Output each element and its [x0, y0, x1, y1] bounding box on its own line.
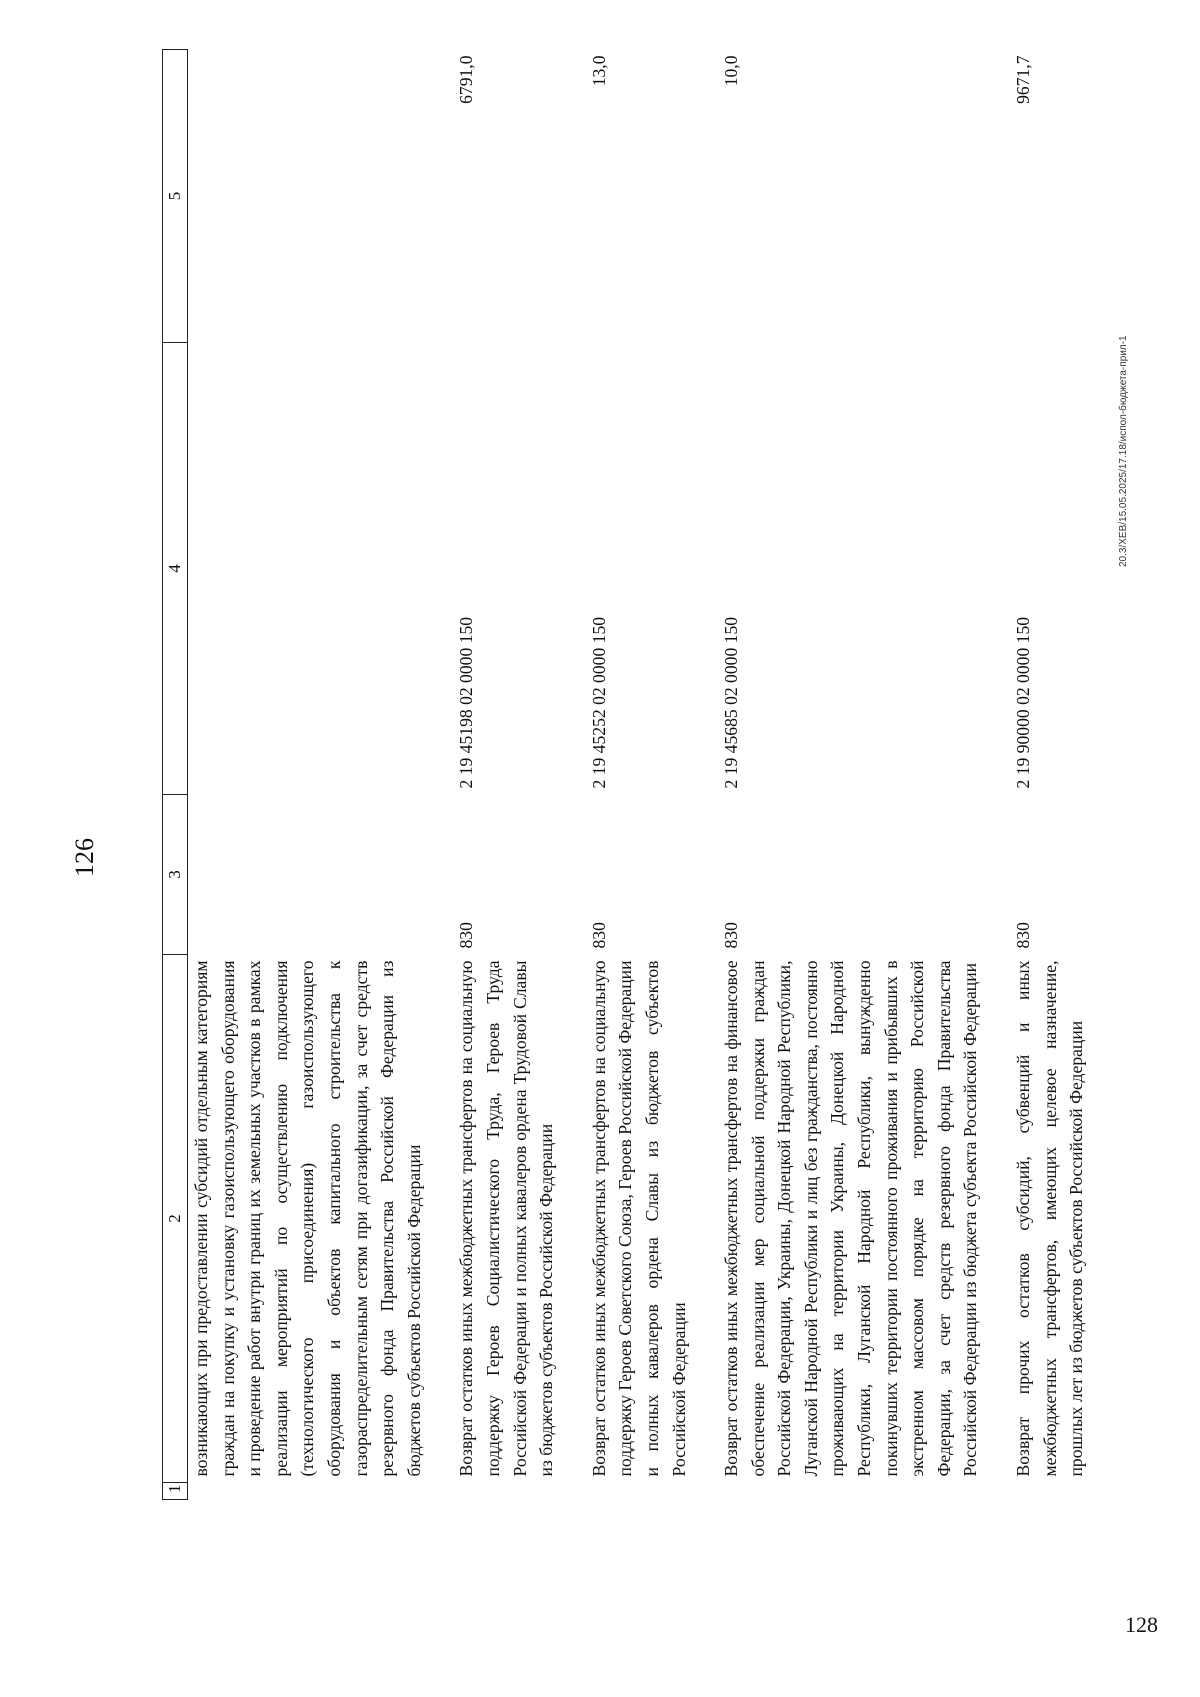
cell-amount	[188, 50, 428, 343]
cell-amount: 9671,7	[1013, 55, 1034, 104]
cell-amount: 13,0	[588, 55, 609, 87]
table-row	[718, 50, 984, 1500]
cell-col-1	[586, 1483, 692, 1500]
cell-code: 830	[588, 922, 609, 949]
row-spacer	[984, 50, 1010, 1500]
cell-description: возникающих при предоставлении субсидий отдельным категориям граждан на покупку и установку газоиспользующего оборудования и проведение работ внутри границ их земельных участков в рамках реализации мероприятий по осуществлению подключения (технологического присоединения) газоиспользующего оборудования и объектов капитального строительства к газораспределительным сетям при догазификации, за счет средств резервного фонда Правительства Российской Федерации из бюджетов субъектов Российской Федерации	[191, 960, 424, 1477]
row-spacer	[427, 50, 453, 1500]
cell-code: 830	[721, 922, 742, 949]
cell-kbk: 2 19 45252 02 0000 150	[588, 616, 609, 789]
document-stamp: 20.3/ХЕВ/15.05.2025/17.18/испол-бюджета-прил-1	[1118, 335, 1129, 567]
cell-description: Возврат остатков иных межбюджетных трансфертов на социальную поддержку Героев Социалистического Труда, Героев Труда Российской Федерации и полных кавалеров ордена Трудовой Славы из бюджетов субъектов Российской Федерации	[456, 960, 557, 1477]
margin-number: 128	[1125, 1612, 1158, 1637]
cell-code	[188, 795, 428, 955]
header-col-5: 5	[163, 50, 188, 343]
row-spacer	[692, 50, 718, 1500]
table-row	[586, 50, 692, 1500]
table-row	[188, 50, 428, 1500]
cell-col-1	[188, 1483, 428, 1500]
cell-description: Возврат прочих остатков субсидий, субвенций и иных межбюджетных трансфертов, имеющих целевое назначение, прошлых лет из бюджетов субъектов Российской Федерации	[1013, 960, 1087, 1477]
cell-description: Возврат остатков иных межбюджетных трансфертов на социальную поддержку Героев Советского Союза, Героев Российской Федерации и полных кавалеров ордена Славы из бюджетов субъектов Российской Федерации	[588, 960, 689, 1477]
table-row	[453, 50, 559, 1500]
header-col-2: 2	[163, 955, 188, 1483]
table-wrapper	[162, 49, 1090, 1500]
table-header-row	[163, 50, 188, 1500]
cell-description: Возврат остатков иных межбюджетных трансфертов на финансовое обеспечение реализации мер социальной поддержки граждан Российской Федерации, Украины, Донецкой Народной Республики, Луганской Народной Республики и лиц без гражданства, постоянно проживающих на территории Украины, Донецкой Народной Республики, Луганской Народной Республики, вынужденно покинувших территории постоянного проживания и прибывших в экстренном массовом порядке на территорию Российской Федерации, за счет средств резервного фонда Правительства Российской Федерации из бюджета субъекта Российской Федерации	[721, 960, 981, 1477]
cell-code: 830	[1013, 922, 1034, 949]
cell-kbk	[188, 343, 428, 795]
cell-col-1	[453, 1483, 559, 1500]
table-row	[1010, 50, 1090, 1500]
cell-amount: 6791,0	[456, 55, 477, 104]
page-number: 126	[70, 838, 99, 877]
table-body	[163, 50, 1090, 1500]
cell-amount: 10,0	[721, 55, 742, 87]
cell-kbk: 2 19 90000 02 0000 150	[1013, 616, 1034, 789]
budget-table	[162, 49, 1090, 1500]
header-col-1: 1	[163, 1483, 188, 1500]
cell-code: 830	[456, 922, 477, 949]
cell-kbk: 2 19 45198 02 0000 150	[456, 616, 477, 789]
header-col-3: 3	[163, 795, 188, 955]
header-col-4: 4	[163, 343, 188, 795]
cell-kbk: 2 19 45685 02 0000 150	[721, 616, 742, 789]
row-spacer	[560, 50, 586, 1500]
cell-col-1	[718, 1483, 984, 1500]
cell-col-1	[1010, 1483, 1090, 1500]
